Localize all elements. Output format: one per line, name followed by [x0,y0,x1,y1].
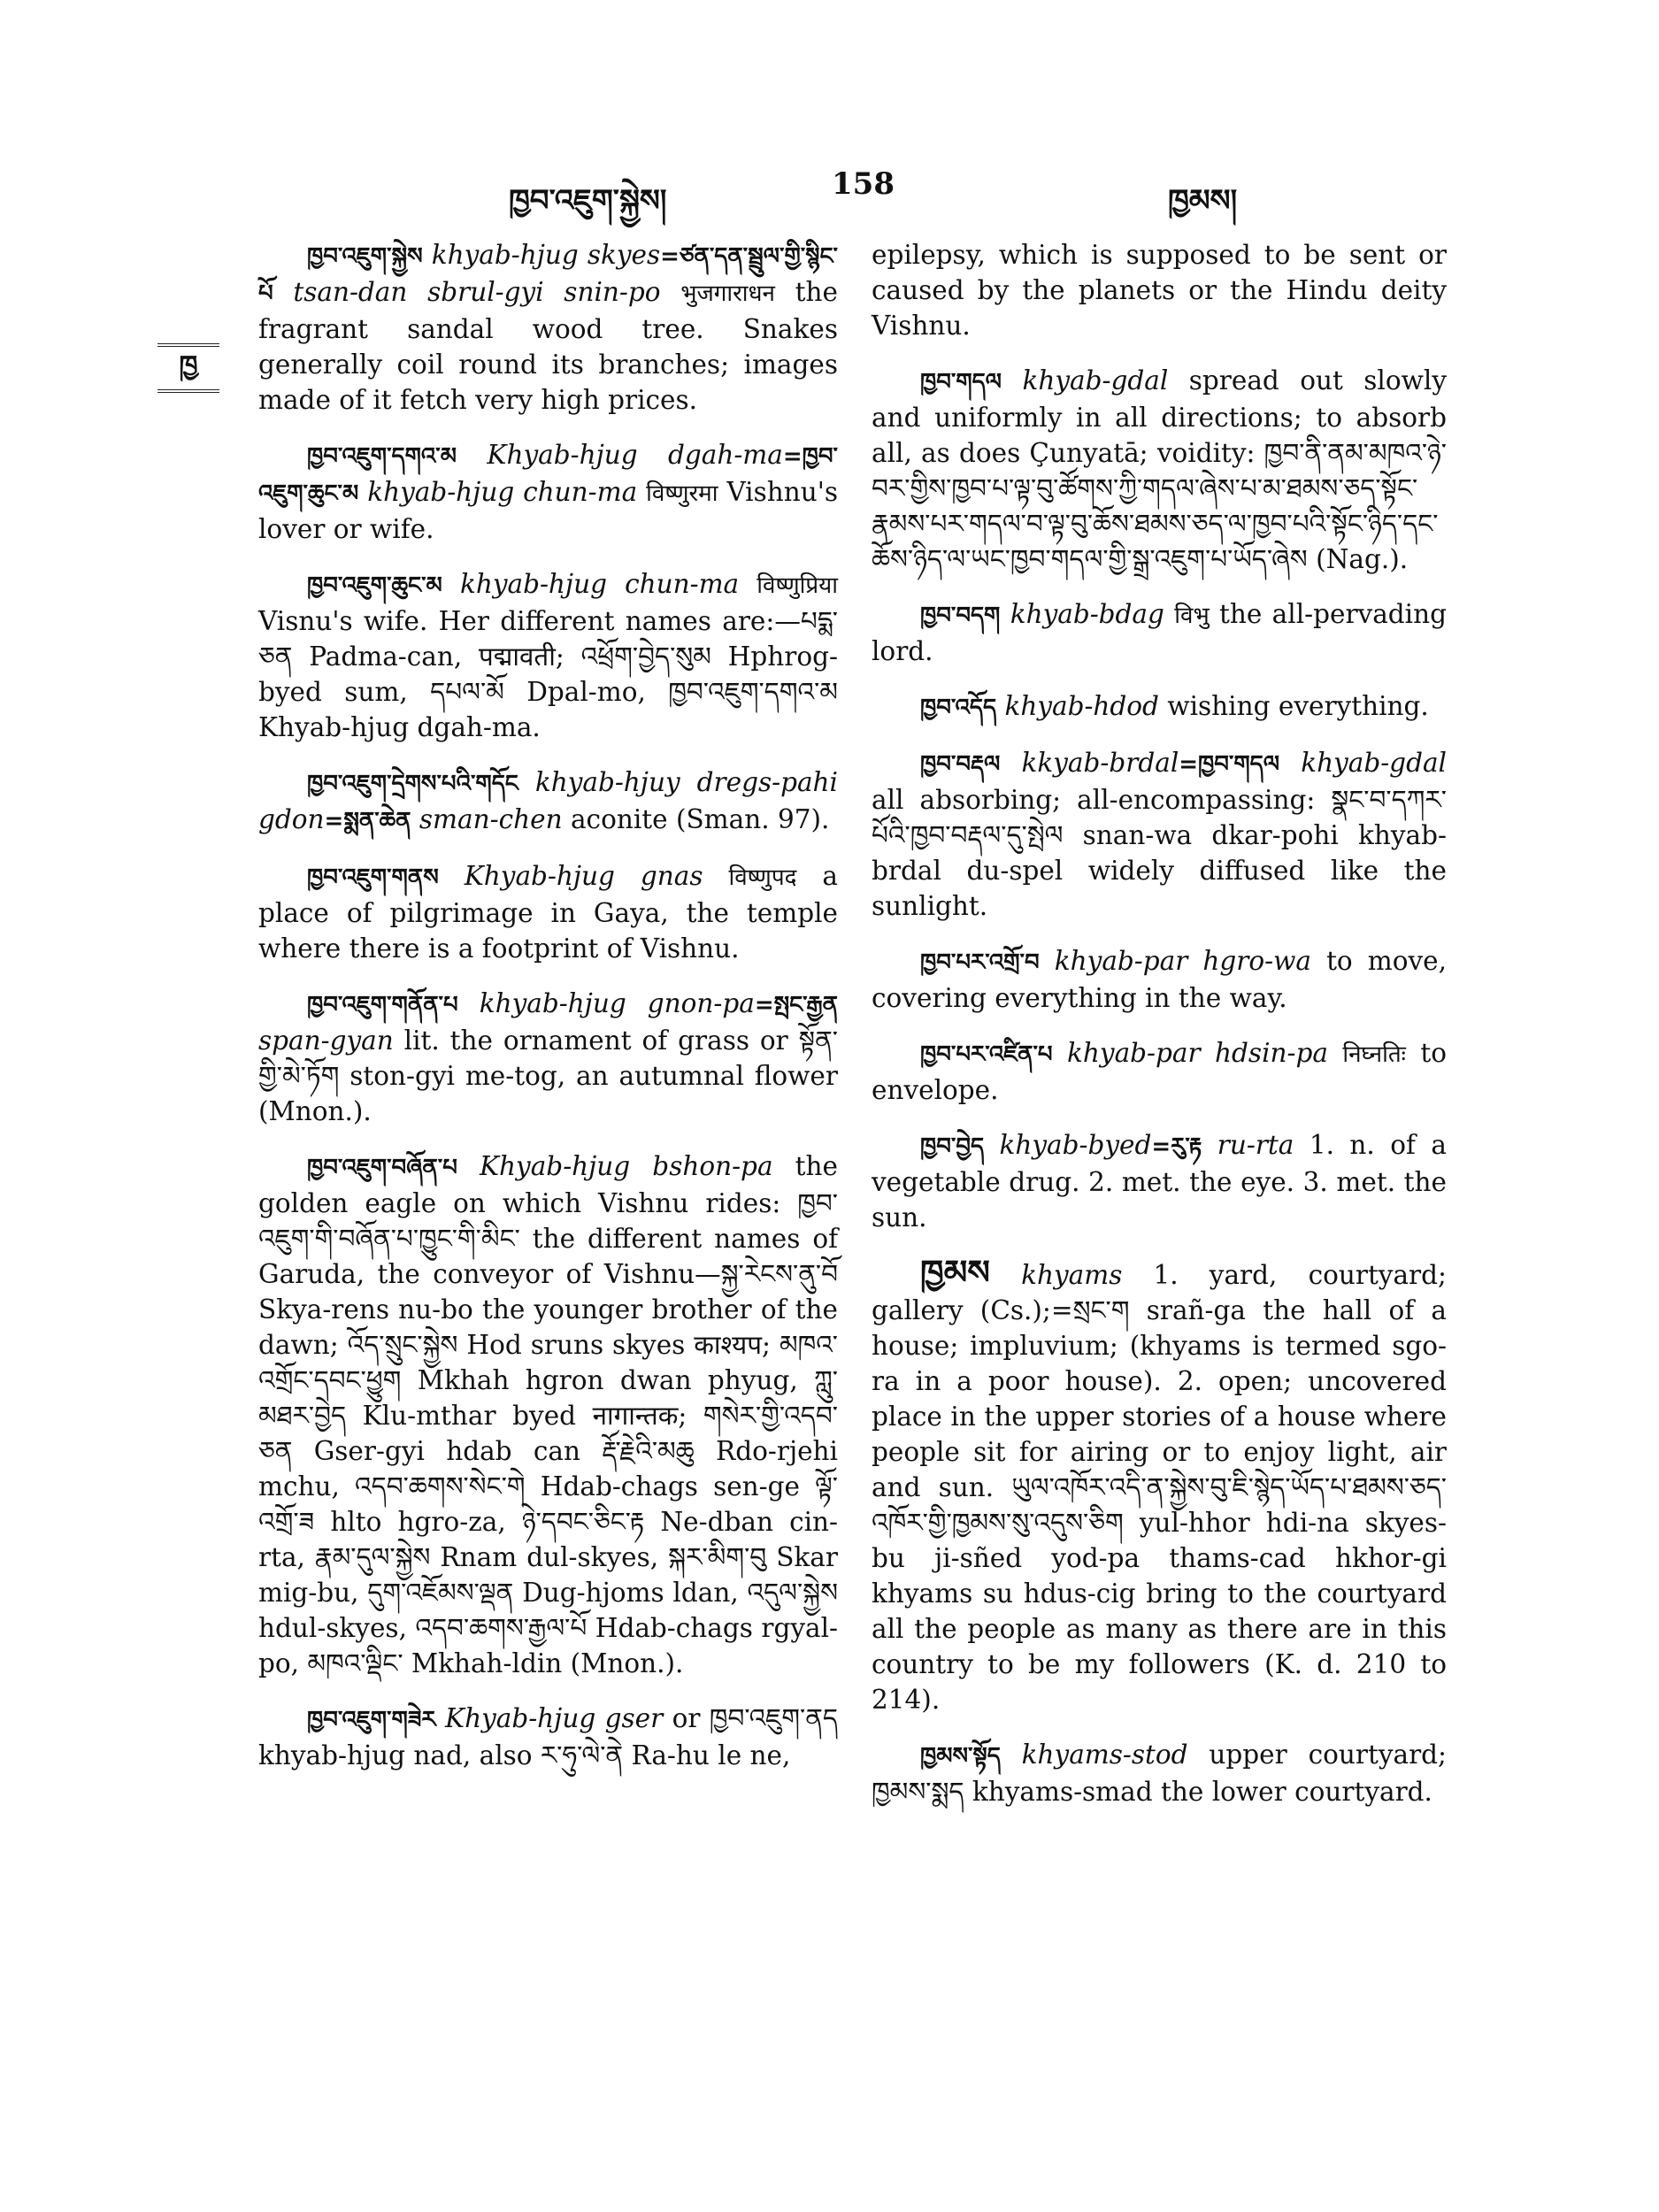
entry-headword: ཁྱབ་འཇུག་གནས [307,864,439,891]
dictionary-entry [872,1035,1447,1108]
entry-headword: ཁྱབ་འཇུག་སྐྱེས [307,243,423,270]
entry-transliteration: Khyab-hjug bshon-pa [480,1151,773,1181]
entry-equivalent: =ཁྱབ་གདལ [1179,751,1280,778]
entry-headword: ཁྱབ་འདོད [920,695,997,721]
page-header [0,166,1659,219]
entry-definition: aconite (Sman. 97). [570,804,830,834]
entry-sanskrit: निघ्नतिः [1342,1041,1406,1068]
entry-definition: 1. n. of a vegetable drug. 2. met. the eye. 3. met. the sun. [872,1130,1447,1233]
entry-transliteration: khyab-hdod [1004,691,1159,721]
dictionary-entry [258,986,838,1129]
entry-transliteration: khyab-par hdsin-pa [1067,1038,1328,1068]
entry-definition: a place of pilgrimage in Gaya, the temple where there is a footprint of Vishnu. [258,861,838,964]
thumb-index-marker: ཁྱ [157,343,219,393]
entry-definition: the all-pervading lord. [872,599,1447,666]
entry-sanskrit: विष्णुरमा [646,480,718,507]
dictionary-entry [872,688,1447,726]
entry-definition: spread out slowly and uniformly in all directions; to absorb all, as does Çunyatā; voidity: ཁྱབ་ནི་ནམ་མཁའ་ཉེ་བར་གྱིས་ཁྱབ་པ་ལྟ་བུ་ཚོགས་ཀྱི་གདལ་ཞེས་པ་མ་ཐམས་ཅད་སྟོང་རྣམས་པར་གདལ་བ་ལྟ་བུ་ཆོས་ཐམས་ཅད་ལ་ཁྱབ་པའི་སྟོང་ཉིད་དང་ཆོས་ཉིད་ལ་ཡང་ཁྱབ་གདལ་གྱི་སྒྲ་འཇུག་པ་ཡོད་ཞེས (Nag.). [872,365,1447,574]
entry-definition: upper courtyard; ཁྱམས་སྨད khyams-smad the lower courtyard. [872,1740,1447,1807]
entry-equivalent-transliteration: ru-rta [1217,1130,1294,1160]
right-column [872,237,1447,1829]
entry-headword: ཁྱམས་སྟོད [920,1743,1001,1770]
entry-transliteration: khyams-stod [1021,1740,1188,1770]
dictionary-entry [872,1127,1447,1235]
dictionary-entry [258,566,838,745]
entry-headword: ཁྱབ་འཇུག་དགའ་མ [307,443,457,470]
dictionary-entry [258,1701,838,1773]
running-head-left: ཁྱབ་འཇུག་སྐྱེས། [509,183,667,219]
entry-transliteration: khyab-hjug chun-ma [459,569,740,599]
dictionary-entry [872,363,1447,577]
entry-definition: 1. yard, courtyard; gallery (Cs.);=སྲང་ག srañ-ga the hall of a house; impluvium; (khyams is termed sgo-ra in a poor house). 2. open; uncovered place in the upper stories of a house where people sit for airing or to enjoy light, air and sun. ཡུལ་འཁོར་འདི་ན་སྐྱེས་བུ་ཇི་སྙེད་ཡོད་པ་ཐམས་ཅད་འཁོར་གྱི་ཁྱམས་སུ་འདུས་ཅིག yul-hhor hdi-na skyes-bu ji-sñed yod-pa thams-cad hkhor-gi khyams su hdus-cig bring to the courtyard all the people as many as there are in this country to be my followers (K. d. 210 to 214). [872,1260,1447,1715]
entry-sanskrit: विष्णुपद [728,864,797,891]
entry-equivalent: =རུ་རྟ [1151,1133,1202,1160]
entry-transliteration: Khyab-hjug gnas [464,861,703,891]
entry-definition: to envelope. [872,1038,1447,1105]
entry-definition: or ཁྱབ་འཇུག་ནད khyab-hjug nad, also ར་ཧུ་ལེ་ནེ Ra-hu le ne, [258,1703,838,1770]
entry-sanskrit: विष्णुप्रिया [757,572,838,599]
dictionary-entry [258,764,838,839]
entry-definition: all absorbing; all-encompassing: སྣང་བ་དཀར་པོའི་ཁྱབ་བརྡལ་དུ་སྤེལ snan-wa dkar-pohi khyab-brdal du-spel widely diffused like the sunlight. [872,785,1447,921]
dictionary-entry [872,943,1447,1016]
entry-equivalent: =སྨན་ཆེན [324,808,411,834]
entry-transliteration: khyab-gdal [1022,365,1169,396]
entry-headword: ཁྱབ་བརྡལ [920,751,1001,778]
entry-transliteration: khyab-byed [999,1130,1152,1160]
entry-definition: lit. the ornament of grass or སྟོན་གྱི་མེ་ཏོག ston-gyi me-tog, an autumnal flower (Mnon.). [258,1025,838,1126]
entry-definition: to move, covering everything in the way. [872,946,1447,1013]
page-number: 158 [832,166,895,202]
entry-headword: ཁྱབ་པར་འགྲོ་བ [920,949,1040,976]
dictionary-entry [872,1255,1447,1717]
entry-definition: the golden eagle on which Vishnu rides: ཁྱབ་འཇུག་གི་བཞོན་པ་ཁྱུང་གི་མིང་ the different names of Garuda, the conveyor of Vishnu—སྐྱ་རེངས་ནུ་བོ Skya-rens nu-bo the younger brother of the dawn; འོད་སྲུང་སྐྱེས Hod sruns skyes काश्यप; མཁའ་འགྲོང་དབང་ཕྱུག Mkhah hgron dwan phyug, ཀླུ་མཐར་བྱེད Klu-mthar byed नागान्तक; གསེར་གྱི་འདབ་ཅན Gser-gyi hdab can རྡོ་རྗེའི་མཆུ Rdo-rjehi mchu, འདབ་ཆགས་སེང་གེ Hdab-chags sen-ge ལྟོ་འགྲོ་ཟ hlto hgro-za, ཉེ་དབང་ཅིང་རྟ Ne-dban cin-rta, རྣམ་དུལ་སྐྱེས Rnam dul-skyes, སྐར་མིག་བུ Skar mig-bu, དུག་འཇོམས་ལྡན Dug-hjoms ldan, འདུལ་སྐྱེས hdul-skyes, འདབ་ཆགས་རྒྱལ་པོ Hdab-chags rgyal-po, མཁའ་ལྡིང་ Mkhah-ldin (Mnon.). [258,1151,838,1678]
entry-headword: ཁྱབ་འཇུག་གནོན་པ [307,992,458,1018]
entry-equivalent-transliteration: span-gyan [258,1025,394,1056]
entry-headword: ཁྱབ་འཇུག་བཞོན་པ [307,1155,457,1181]
entry-headword: ཁྱབ་གདལ [920,369,1002,396]
entry-equivalent-transliteration: khyab-hjug chun-ma [367,477,638,507]
dictionary-entry [872,745,1447,924]
entry-headword: ཁྱབ་པར་འཛིན་པ [920,1041,1053,1068]
dictionary-entry [872,1737,1447,1809]
entry-continuation: epilepsy, which is supposed to be sent or caused by the planets or the Hindu deity Vishnu. [872,240,1447,341]
entry-transliteration: kkyab-brdal [1021,748,1179,778]
entry-transliteration: khyab-hjug gnon-pa [479,988,755,1018]
entry-transliteration: khyab-bdag [1010,599,1164,629]
entry-sanskrit: विभु [1174,603,1210,629]
entry-headword: ཁྱམས [920,1253,990,1292]
entry-sanskrit: भुजगाराधन [680,280,775,307]
left-column [258,237,838,1793]
entry-headword: ཁྱབ་འཇུག་དྲེགས་པའི་གདོང [307,771,518,797]
entry-transliteration: khyab-hjug skyes [431,240,661,270]
entry-transliteration: khyab-par hgro-wa [1054,946,1311,976]
entry-headword: ཁྱབ་འཇུག་གཟེར [307,1707,436,1733]
entry-headword: ཁྱབ་བྱེད [920,1133,985,1160]
running-head-right: ཁྱམས། [1168,183,1238,219]
dictionary-entry [258,437,838,547]
dictionary-entry [872,596,1447,669]
entry-headword: ཁྱབ་བདག [920,603,1001,629]
entry-definition: Visnu's wife. Her different names are:—པདྨ་ཅན Padma-can, पद्मावती; འཕྲོག་བྱེད་སུམ Hphrog-byed sum, དཔལ་མོ Dpal-mo, ཁྱབ་འཇུག་དགའ་མ Khyab-hjug dgah-ma. [258,606,838,742]
entry-equivalent: =ཁྱབ་འཇུག་ཆུང་མ [258,443,838,507]
entry-equivalent-transliteration: sman-chen [419,804,563,834]
entry-transliteration: Khyab-hjug gser [445,1703,664,1733]
dictionary-entry [258,237,838,418]
entry-transliteration: Khyab-hjug dgah-ma [487,440,783,470]
entry-definition: the fragrant sandal wood tree. Snakes generally coil round its branches; images made of it fetch very high prices. [258,277,838,415]
entry-equivalent-transliteration: tsan-dan sbrul-gyi snin-po [293,277,661,307]
entry-equivalent: =སྤང་རྒྱན [754,992,838,1018]
entry-headword: ཁྱབ་འཇུག་ཆུང་མ [307,572,442,599]
entry-equivalent-transliteration: khyab-gdal [1301,748,1447,778]
dictionary-entry [872,237,1447,343]
entry-transliteration: khyab-hjuy dregs-pahi gdon [258,767,838,834]
entry-definition: wishing everything. [1167,691,1429,721]
entry-equivalent: =ཙན་དན་སྦྲུལ་གྱི་སྙིང་པོ [258,243,838,307]
dictionary-entry [258,858,838,966]
dictionary-entry [258,1148,838,1681]
entry-transliteration: khyams [1021,1260,1123,1290]
entry-definition: Vishnu's lover or wife. [258,477,838,544]
